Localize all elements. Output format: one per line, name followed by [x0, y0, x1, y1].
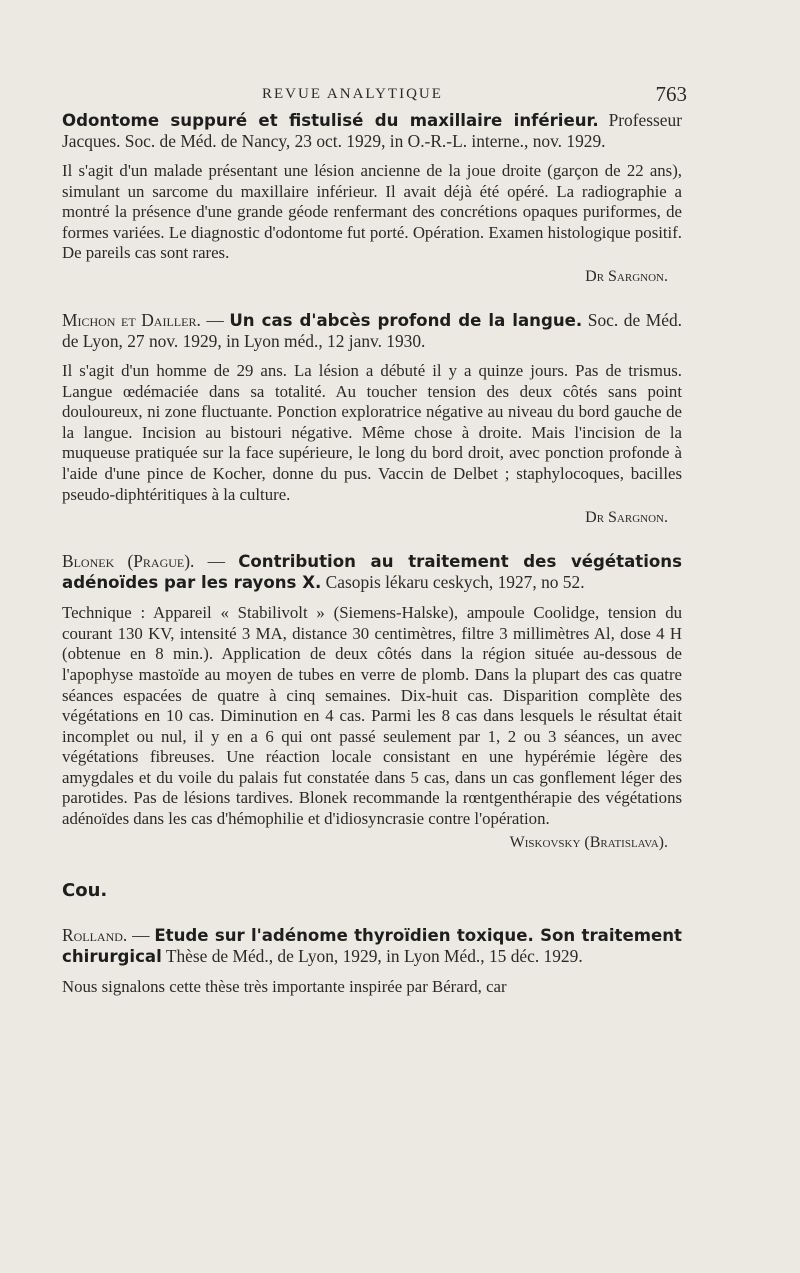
entry-authors: Rolland. — [62, 924, 155, 945]
entry-title: Un cas d'abcès profond de la langue. [229, 310, 583, 330]
entry-body: Il s'agit d'un homme de 29 ans. La lésion a débuté il y a quinze jours. Pas de trismus. Langue œdémaciée dans sa totalité. Au toucher tension des deux côtés sans point douloureux, ni zone fluctuante. Ponction exploratrice négative au niveau du bord gauche de la langue. Incision au bistouri négative. Même chose à droite. Mais l'incision de la muqueuse pratiquée sur la face supérieure, le long du bord droit, avec ponction profonde à l'aide d'une pince de Kocher, donne du pus. Vaccin de Delbet ; staphylocoques, bacilles pseudo-diphtéritiques à la culture. [62, 360, 682, 504]
entry-body: Il s'agit d'un malade présentant une lésion ancienne de la joue droite (garçon de 22 ans), simulant un sarcome du maxillaire inférieur. Il avait déjà été opéré. La radiographie a montré la présence d'une grande géode renfermant des concrétions opaques puriformes, de formes variées. Le diagnostic d'odontome fut porté. Opération. Examen histologique positif. De pareils cas sont rares. [62, 161, 682, 263]
running-head: REVUE ANALYTIQUE [262, 86, 443, 102]
entry-abces-langue [62, 310, 682, 527]
entry-signature: Wiskovsky (Bratislava). [509, 833, 668, 851]
entry-body: Nous signalons cette thèse très importante inspirée par Bérard, car [62, 976, 507, 996]
entry-title: Etude sur l'adénome thyroïdien toxique. Son traitement chirurgical [62, 925, 682, 966]
entry-signature: Dr Sargnon. [585, 509, 668, 527]
entry-citation: Soc. de Méd. de Lyon, 27 nov. 1929, in Lyon méd., 12 janv. 1930. [62, 309, 682, 351]
entry-odontome [62, 110, 682, 286]
entry-title: Contribution au traitement des végétations adénoïdes par les rayons X. [62, 552, 682, 593]
page-header [62, 80, 687, 110]
section-title: Cou. [62, 879, 108, 901]
entry-signature: Dr Sargnon. [585, 267, 668, 285]
entry-citation: Thèse de Méd., de Lyon, 1929, in Lyon Méd., 15 déc. 1929. [161, 945, 583, 966]
entry-heading [62, 110, 682, 151]
entry-heading [62, 551, 682, 593]
entry-body: Technique : Appareil « Stabilivolt » (Siemens-Halske), ampoule Coolidge, tension du courant 130 KV, intensité 3 MA, distance 30 centimètres, filtre 3 millimètres Al, dose 4 H (obtenue en 8 min.). Application de deux côtés dans la région située au-dessous de l'apophyse mastoïde au moyen de tubes en verre de plomb. Dans la plupart des cas quatre séances espacées de quatre à cinq semaines. Dix-huit cas. Disparition complète des végétations en 10 cas. Diminution en 4 cas. Parmi les 8 cas dans lesquels le résultat était incomplet ou nul, il y en a 6 qui ont passé seulement par 1, 2 ou 3 séances, un avec végétations fibreuses. Une réaction locale consistant en une hypérémie légère des amygdales et du voile du palais fut constatée dans 5 cas, dans un cas gonflement léger des parotides. Pas de lésions tardives. Blonek recommande la rœntgenthérapie des végétations adénoïdes dans les cas d'hémophilie et d'idiosyncrasie contre l'opération. [62, 603, 682, 829]
entry-citation: Casopis lékaru ceskych, 1927, no 52. [321, 572, 585, 593]
page-number: 763 [655, 82, 687, 106]
entry-vegetations [62, 551, 682, 852]
entry-citation: Professeur Jacques. Soc. de Méd. de Nancy, 23 oct. 1929, in O.-R.-L. interne., nov. 1929. [62, 110, 682, 151]
entry-authors: Blonek (Prague). — [62, 551, 239, 572]
entry-authors: Michon et Dailler. — [62, 309, 230, 330]
entry-heading [62, 925, 682, 967]
document-page [62, 80, 687, 997]
entry-title: Odontome suppuré et fistulisé du maxillaire inférieur. [62, 111, 599, 130]
entry-heading [62, 310, 682, 351]
entry-adenome [62, 925, 682, 998]
